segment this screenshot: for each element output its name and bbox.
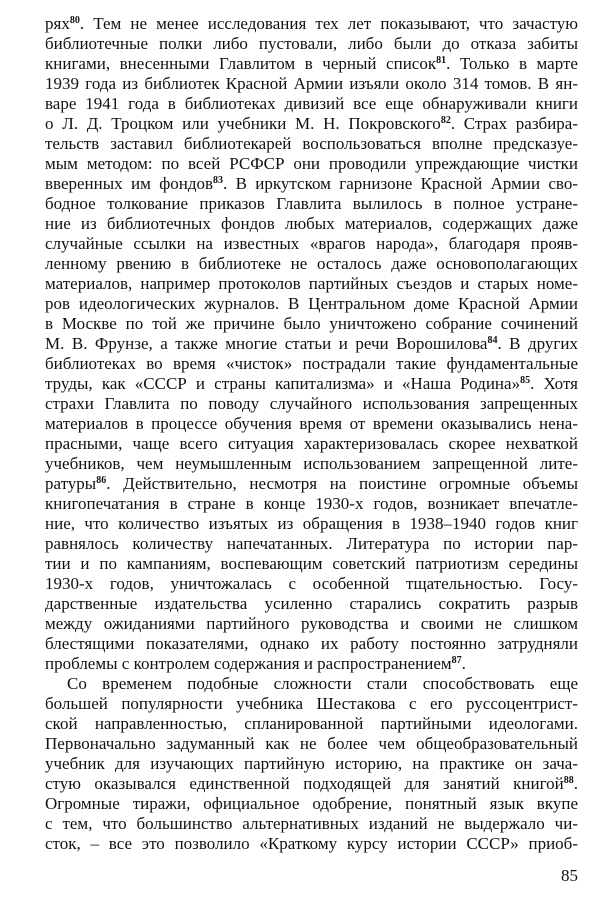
text-line [45, 634, 578, 654]
footnote-reference[interactable]: 84 [487, 335, 498, 346]
text-segment: . Страх разбира- [450, 114, 578, 133]
footnote-reference[interactable]: 86 [96, 475, 107, 486]
text-segment: проблемы с контролем содержания и распространением [45, 654, 452, 673]
text-line [45, 794, 578, 814]
text-segment: ров идеологических журналов. В Центральном доме Красной Армии [45, 294, 578, 313]
text-segment: варе 1941 года в библиотеках дивизий все еще обнаруживали книги [45, 94, 578, 113]
footnote-reference[interactable]: 88 [563, 775, 574, 786]
footnote-reference[interactable]: 81 [436, 55, 447, 66]
text-segment: . Только в марте [446, 54, 578, 73]
text-segment: между ожиданиями партийного руководства и своими не слишком [45, 614, 578, 633]
text-line [45, 494, 578, 514]
paragraph [45, 674, 578, 854]
book-page-body [45, 14, 578, 854]
text-segment: . Действительно, несмотря на поистине огромные объемы [106, 474, 578, 493]
text-segment: . В других [497, 334, 578, 353]
text-line [45, 274, 578, 294]
text-line [45, 234, 578, 254]
text-segment: в Москве по той же причине было уничтожено собрание сочинений [45, 314, 578, 333]
text-segment: . Тем не менее исследования тех лет показывают, что зачастую [79, 14, 578, 33]
text-line [45, 394, 578, 414]
text-segment: ние из библиотечных фондов любых материалов, содержащих даже [45, 214, 578, 233]
text-line [45, 654, 578, 674]
text-segment: случайные ссылки на известных «врагов народа», благодаря прояв- [45, 234, 578, 253]
text-segment: тии и по кампаниям, воспевающим советский патриотизм середины [45, 554, 578, 573]
text-segment: библиотеках во время «чисток» пострадали такие фундаментальные [45, 354, 578, 373]
text-line [45, 454, 578, 474]
text-segment: страхи Главлита по поводу случайного использования запрещенных [45, 394, 578, 413]
text-line [45, 414, 578, 434]
text-segment: ряx [45, 14, 70, 33]
text-line [45, 594, 578, 614]
text-line [45, 134, 578, 154]
text-segment: ратуры [45, 474, 97, 493]
text-line [45, 94, 578, 114]
text-line [45, 574, 578, 594]
text-segment: мым методом: по всей РСФСР они проводили упреждающие чистки [45, 154, 578, 173]
text-line [45, 154, 578, 174]
text-segment: бодное толкование приказов Главлита вылилось в полное устране- [45, 194, 578, 213]
footnote-reference[interactable]: 85 [520, 375, 531, 386]
text-segment: блестящими показателями, однако их работу постоянно затрудняли [45, 634, 578, 653]
text-line [45, 374, 578, 394]
text-line [45, 674, 578, 694]
text-line [45, 814, 578, 834]
text-line [45, 54, 578, 74]
text-segment: материалов, например протоколов партийных съездов и старых номе- [45, 274, 578, 293]
text-segment: М. В. Фрунзе, а также многие статьи и речи Ворошилова [45, 334, 488, 353]
text-segment: большей популярности учебника Шестакова с его руссоцентрист- [45, 694, 578, 713]
text-line [45, 34, 578, 54]
text-line [45, 14, 578, 34]
text-line [45, 174, 578, 194]
text-line [45, 334, 578, 354]
text-line [45, 714, 578, 734]
text-line [45, 734, 578, 754]
text-segment: равнялось количеству напечатанных. Литература по истории пар- [45, 534, 578, 553]
text-line [45, 474, 578, 494]
text-segment: сток, – все это позволило «Краткому курсу истории СССР» приоб- [45, 834, 578, 853]
text-line [45, 314, 578, 334]
text-segment: книгопечатания в стране в конце 1930-х годов, возникает впечатле- [45, 494, 578, 513]
footnote-reference[interactable]: 83 [213, 175, 224, 186]
text-segment: с тем, что большинство альтернативных изданий не выдержало чи- [45, 814, 578, 833]
text-segment: о Л. Д. Троцком или учебники М. Н. Покровского [45, 114, 441, 133]
text-line [45, 754, 578, 774]
text-line [45, 214, 578, 234]
footnote-reference[interactable]: 80 [69, 15, 80, 26]
text-line [45, 614, 578, 634]
text-segment: 1930-х годов, уничтожалась с особенной тщательностью. Госу- [45, 574, 578, 593]
text-line [45, 554, 578, 574]
text-segment: прасными, чаще всего ситуация характеризовалась скорее нехваткой [45, 434, 578, 453]
text-line [45, 834, 578, 854]
text-segment: Со временем подобные сложности стали способствовать еще [67, 674, 578, 693]
footnote-reference[interactable]: 87 [451, 655, 462, 666]
text-segment: библиотечные полки либо пустовали, либо были до отказа забиты [45, 34, 578, 53]
text-line [45, 434, 578, 454]
text-line [45, 354, 578, 374]
text-segment: вверенных им фондов [45, 174, 214, 193]
text-segment: . Хотя [530, 374, 578, 393]
text-line [45, 194, 578, 214]
text-line [45, 294, 578, 314]
text-segment: 1939 года из библиотек Красной Армии изъяли около 314 томов. В ян- [45, 74, 578, 93]
text-segment: Первоначально задуманный как не более чем общеобразовательный [45, 734, 578, 753]
text-segment: . В иркутском гарнизоне Красной Армии сво- [223, 174, 579, 193]
text-line [45, 514, 578, 534]
text-line [45, 254, 578, 274]
text-segment: книгами, внесенными Главлитом в черный список [45, 54, 437, 73]
text-segment: материалов в процессе обучения время от времени оказывались нена- [45, 414, 578, 433]
paragraph [45, 14, 578, 674]
text-segment: ленному рвению в библиотеке не осталось даже основополагающих [45, 254, 578, 273]
text-segment: . [573, 774, 578, 793]
text-line [45, 534, 578, 554]
text-segment: . [461, 654, 466, 673]
text-segment: дарственные издательства усиленно старались сократить разрыв [45, 594, 578, 613]
text-line [45, 114, 578, 134]
text-segment: учебник для изучающих партийную историю, на практике он зача- [45, 754, 578, 773]
text-line [45, 74, 578, 94]
text-line [45, 774, 578, 794]
text-segment: ние, что количество изъятых из обращения в 1938–1940 годов книг [45, 514, 578, 533]
text-segment: ской направленностью, спланированной партийными идеологами. [45, 714, 578, 733]
page-number: 85 [561, 866, 578, 885]
text-segment: учебников, чем неумышленным использованием запрещенной лите- [45, 454, 578, 473]
text-segment: тельств заставил библиотекарей воспользоваться вполне предсказуе- [45, 134, 578, 153]
text-segment: Огромные тиражи, официальное одобрение, понятный язык вкупе [45, 794, 578, 813]
text-segment: стую оказывался единственной подходящей для занятий книгой [45, 774, 564, 793]
footnote-reference[interactable]: 82 [440, 115, 451, 126]
text-line [45, 694, 578, 714]
text-segment: труды, как «СССР и страны капитализма» и «Наша Родина» [45, 374, 521, 393]
